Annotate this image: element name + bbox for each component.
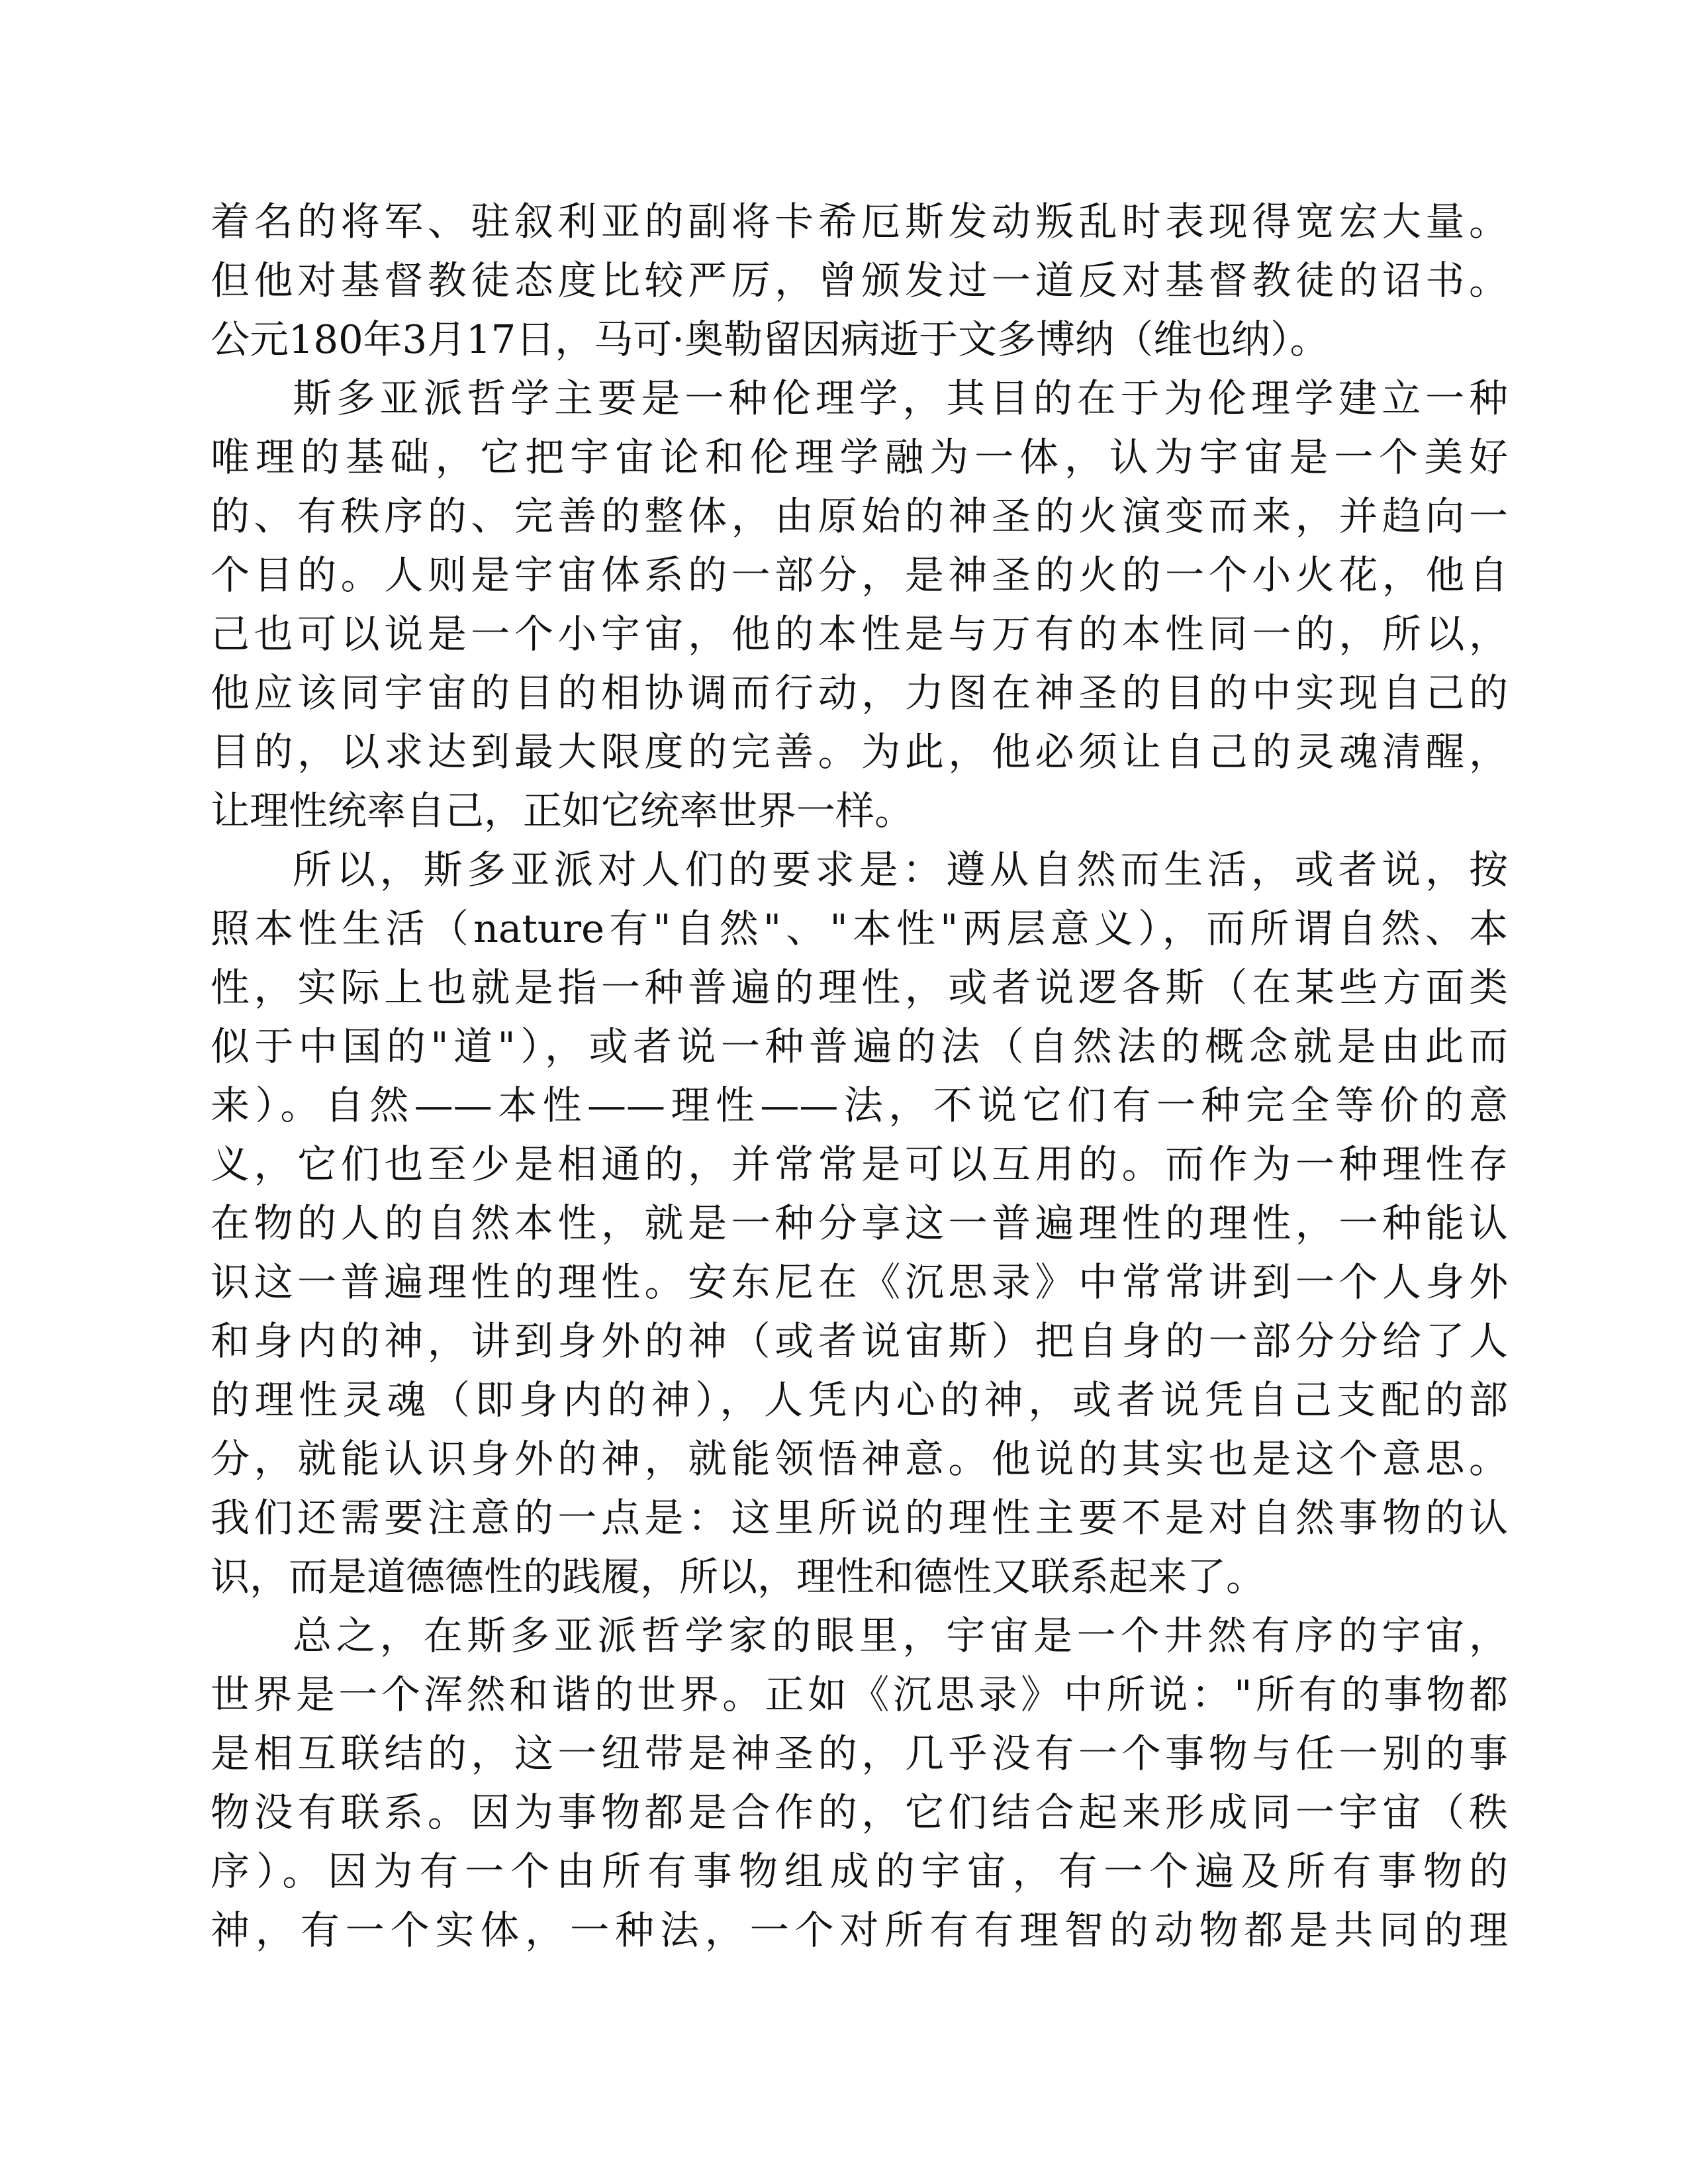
text-line: 识，而是道德德性的践履，所以，理性和德性又联系起来了。 [211, 1554, 1266, 1599]
paragraph [211, 1606, 1508, 1960]
text-line: 和身内的神，讲到身外的神（或者说宙斯）把自身的一部分分给了人 [211, 1318, 1508, 1364]
text-line: 序）。因为有一个由所有事物组成的宇宙，有一个遍及所有事物的 [211, 1848, 1508, 1894]
text-line: 来）。自然——本性——理性——法，不说它们有一种完全等价的意 [211, 1082, 1508, 1128]
text-line: 但他对基督教徒态度比较严厉，曾颁发过一道反对基督教徒的诏书。 [211, 258, 1508, 303]
text-line: 己也可以说是一个小宇宙，他的本性是与万有的本性同一的，所以， [211, 611, 1508, 657]
paragraph [211, 192, 1508, 369]
text-line: 物没有联系。因为事物都是合作的，它们结合起来形成同一宇宙（秩 [211, 1789, 1508, 1835]
text-line: 他应该同宇宙的目的相协调而行动，力图在神圣的目的中实现自己的 [211, 670, 1508, 716]
text-line: 义，它们也至少是相通的，并常常是可以互用的。而作为一种理性存 [211, 1141, 1508, 1187]
text-line: 在物的人的自然本性，就是一种分享这一普遍理性的理性，一种能认 [211, 1200, 1508, 1246]
text-line: 是相互联结的，这一纽带是神圣的，几乎没有一个事物与任一别的事 [211, 1731, 1508, 1776]
text-line: 斯多亚派哲学主要是一种伦理学，其目的在于为伦理学建立一种 [293, 375, 1508, 421]
text-line: 目的，以求达到最大限度的完善。为此，他必须让自己的灵魂清醒， [211, 729, 1508, 775]
paragraph [211, 840, 1508, 1606]
text-line: 唯理的基础，它把宇宙论和伦理学融为一体，认为宇宙是一个美好 [211, 434, 1508, 480]
text-line: 的理性灵魂（即身内的神），人凭内心的神，或者说凭自己支配的部 [211, 1377, 1508, 1423]
text-line: 似于中国的"道"），或者说一种普遍的法（自然法的概念就是由此而 [211, 1023, 1508, 1069]
text-line: 识这一普遍理性的理性。安东尼在《沉思录》中常常讲到一个人身外 [211, 1259, 1508, 1305]
text-line: 着名的将军、驻叙利亚的副将卡希厄斯发动叛乱时表现得宽宏大量。 [211, 199, 1508, 244]
text-line: 性，实际上也就是指一种普遍的理性，或者说逻各斯（在某些方面类 [211, 965, 1508, 1010]
body-text [211, 192, 1508, 1960]
text-line: 个目的。人则是宇宙体系的一部分，是神圣的火的一个小火花，他自 [211, 552, 1508, 598]
text-line: 所以，斯多亚派对人们的要求是：遵从自然而生活，或者说，按 [293, 847, 1508, 892]
text-line: 的、有秩序的、完善的整体，由原始的神圣的火演变而来，并趋向一 [211, 493, 1508, 539]
text-line: 让理性统率自己，正如它统率世界一样。 [211, 788, 914, 833]
text-line: 世界是一个浑然和谐的世界。正如《沉思录》中所说："所有的事物都 [211, 1672, 1508, 1717]
text-line: 总之，在斯多亚派哲学家的眼里，宇宙是一个井然有序的宇宙， [293, 1613, 1508, 1658]
text-line: 我们还需要注意的一点是：这里所说的理性主要不是对自然事物的认 [211, 1495, 1508, 1541]
paragraph [211, 369, 1508, 840]
text-line: 照本性生活（nature有"自然"、"本性"两层意义），而所谓自然、本 [211, 906, 1508, 951]
text-line: 分，就能认识身外的神，就能领悟神意。他说的其实也是这个意思。 [211, 1436, 1508, 1482]
text-line: 神，有一个实体，一种法，一个对所有有理智的动物都是共同的理 [211, 1907, 1508, 1953]
text-line: 公元180年3月17日，马可·奥勒留因病逝于文多博纳（维也纳）。 [211, 316, 1329, 362]
